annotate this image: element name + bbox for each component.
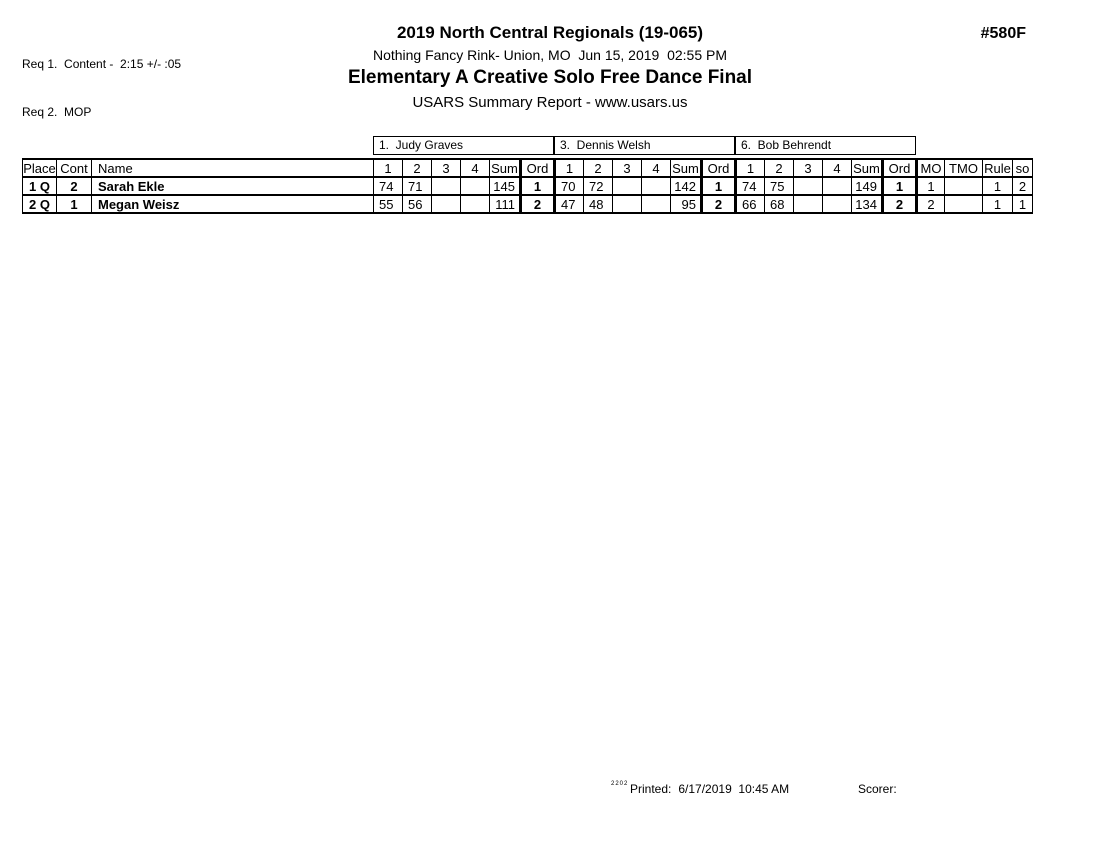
req-line-1: Req 1. Content - 2:15 +/- :05 bbox=[22, 57, 182, 71]
header-j3-ord: Ord bbox=[883, 159, 917, 177]
ord-cell: 1 bbox=[702, 177, 736, 195]
score-cell bbox=[794, 177, 823, 195]
header-j1-sum: Sum bbox=[490, 159, 521, 177]
judge-1-label: 1. Judy Graves bbox=[373, 136, 554, 155]
score-cell: 66 bbox=[736, 195, 765, 213]
skater-name-cell: Sarah Ekle bbox=[92, 177, 374, 195]
score-cell: 55 bbox=[374, 195, 403, 213]
sum-cell: 145 bbox=[490, 177, 521, 195]
printed-timestamp bbox=[630, 782, 789, 796]
version-code: 2202 bbox=[611, 781, 629, 787]
score-cell bbox=[613, 177, 642, 195]
score-cell: 47 bbox=[555, 195, 584, 213]
sum-cell: 95 bbox=[671, 195, 702, 213]
header-j2-c3: 3 bbox=[613, 159, 642, 177]
header-j2-ord: Ord bbox=[702, 159, 736, 177]
header-j1-c1: 1 bbox=[374, 159, 403, 177]
cont-cell: 2 bbox=[57, 177, 92, 195]
header-j3-c4: 4 bbox=[823, 159, 852, 177]
score-cell: 70 bbox=[555, 177, 584, 195]
ord-cell: 1 bbox=[883, 177, 917, 195]
score-cell bbox=[823, 177, 852, 195]
score-cell bbox=[432, 195, 461, 213]
results-area bbox=[22, 136, 1033, 214]
header-place: Place bbox=[23, 160, 56, 176]
so-cell: 2 bbox=[1013, 177, 1033, 195]
rule-cell: 1 bbox=[983, 177, 1013, 195]
results-header-row bbox=[23, 159, 1033, 177]
req-line-2: Req 2. MOP bbox=[22, 105, 92, 119]
score-cell bbox=[642, 195, 671, 213]
ord-cell: 2 bbox=[883, 195, 917, 213]
score-cell bbox=[794, 195, 823, 213]
header-j1-c4: 4 bbox=[461, 159, 490, 177]
header-rule: Rule bbox=[984, 160, 1011, 176]
score-cell: 72 bbox=[584, 177, 613, 195]
scorer-label: Scorer: bbox=[858, 782, 897, 796]
result-row-2 bbox=[23, 195, 1033, 213]
header-j2-sum: Sum bbox=[671, 159, 702, 177]
so-cell: 1 bbox=[1013, 195, 1033, 213]
header-name: Name bbox=[92, 159, 374, 177]
judge-3-label: 6. Bob Behrendt bbox=[735, 136, 916, 155]
header-j1-ord: Ord bbox=[521, 159, 555, 177]
header-j2-c4: 4 bbox=[642, 159, 671, 177]
ord-cell: 2 bbox=[702, 195, 736, 213]
printed-label: Printed: bbox=[630, 782, 672, 796]
mo-cell: 2 bbox=[917, 195, 945, 213]
score-cell: 71 bbox=[403, 177, 432, 195]
judges-header-row bbox=[373, 136, 916, 155]
header-j3-sum: Sum bbox=[852, 159, 883, 177]
tmo-cell bbox=[945, 195, 983, 213]
header-tmo: TMO bbox=[945, 159, 983, 177]
score-cell: 75 bbox=[765, 177, 794, 195]
rule-cell: 1 bbox=[983, 195, 1013, 213]
header-j2-c1: 1 bbox=[555, 159, 584, 177]
report-subtitle: USARS Summary Report - www.usars.us bbox=[412, 94, 688, 111]
score-cell: 68 bbox=[765, 195, 794, 213]
ord-cell: 2 bbox=[521, 195, 555, 213]
place-cell: 1 Q bbox=[23, 177, 57, 195]
results-table bbox=[22, 158, 1033, 214]
header-j3-c2: 2 bbox=[765, 159, 794, 177]
header-j3-c1: 1 bbox=[736, 159, 765, 177]
cont-cell: 1 bbox=[57, 195, 92, 213]
score-cell: 56 bbox=[403, 195, 432, 213]
score-cell: 74 bbox=[374, 177, 403, 195]
skater-name-cell: Megan Weisz bbox=[92, 195, 374, 213]
header-mo: MO bbox=[917, 159, 945, 177]
sum-cell: 111 bbox=[490, 195, 521, 213]
score-cell bbox=[461, 177, 490, 195]
header-j1-c2: 2 bbox=[403, 159, 432, 177]
header-so: so bbox=[1013, 159, 1033, 177]
title-block bbox=[0, 23, 1100, 111]
place-cell: 2 Q bbox=[23, 195, 57, 213]
score-cell bbox=[613, 195, 642, 213]
header-j3-c3: 3 bbox=[794, 159, 823, 177]
tmo-cell bbox=[945, 177, 983, 195]
score-cell bbox=[642, 177, 671, 195]
event-title: Elementary A Creative Solo Free Dance Final bbox=[347, 67, 753, 88]
header-cont: Cont bbox=[57, 159, 92, 177]
mo-cell: 1 bbox=[917, 177, 945, 195]
sum-cell: 134 bbox=[852, 195, 883, 213]
result-row-1 bbox=[23, 177, 1033, 195]
competition-title: 2019 North Central Regionals (19-065) bbox=[396, 23, 704, 42]
sum-cell: 149 bbox=[852, 177, 883, 195]
score-cell bbox=[432, 177, 461, 195]
score-cell: 74 bbox=[736, 177, 765, 195]
score-cell: 48 bbox=[584, 195, 613, 213]
doc-number: #580F bbox=[980, 25, 1026, 42]
header-j2-c2: 2 bbox=[584, 159, 613, 177]
score-cell bbox=[823, 195, 852, 213]
score-cell bbox=[461, 195, 490, 213]
venue-date-line: Nothing Fancy Rink- Union, MO Jun 15, 2019 02:55 PM bbox=[372, 47, 728, 63]
sum-cell: 142 bbox=[671, 177, 702, 195]
printed-value: 6/17/2019 10:45 AM bbox=[678, 782, 790, 796]
ord-cell: 1 bbox=[521, 177, 555, 195]
header-j1-c3: 3 bbox=[432, 159, 461, 177]
judge-2-label: 3. Dennis Welsh bbox=[554, 136, 735, 155]
